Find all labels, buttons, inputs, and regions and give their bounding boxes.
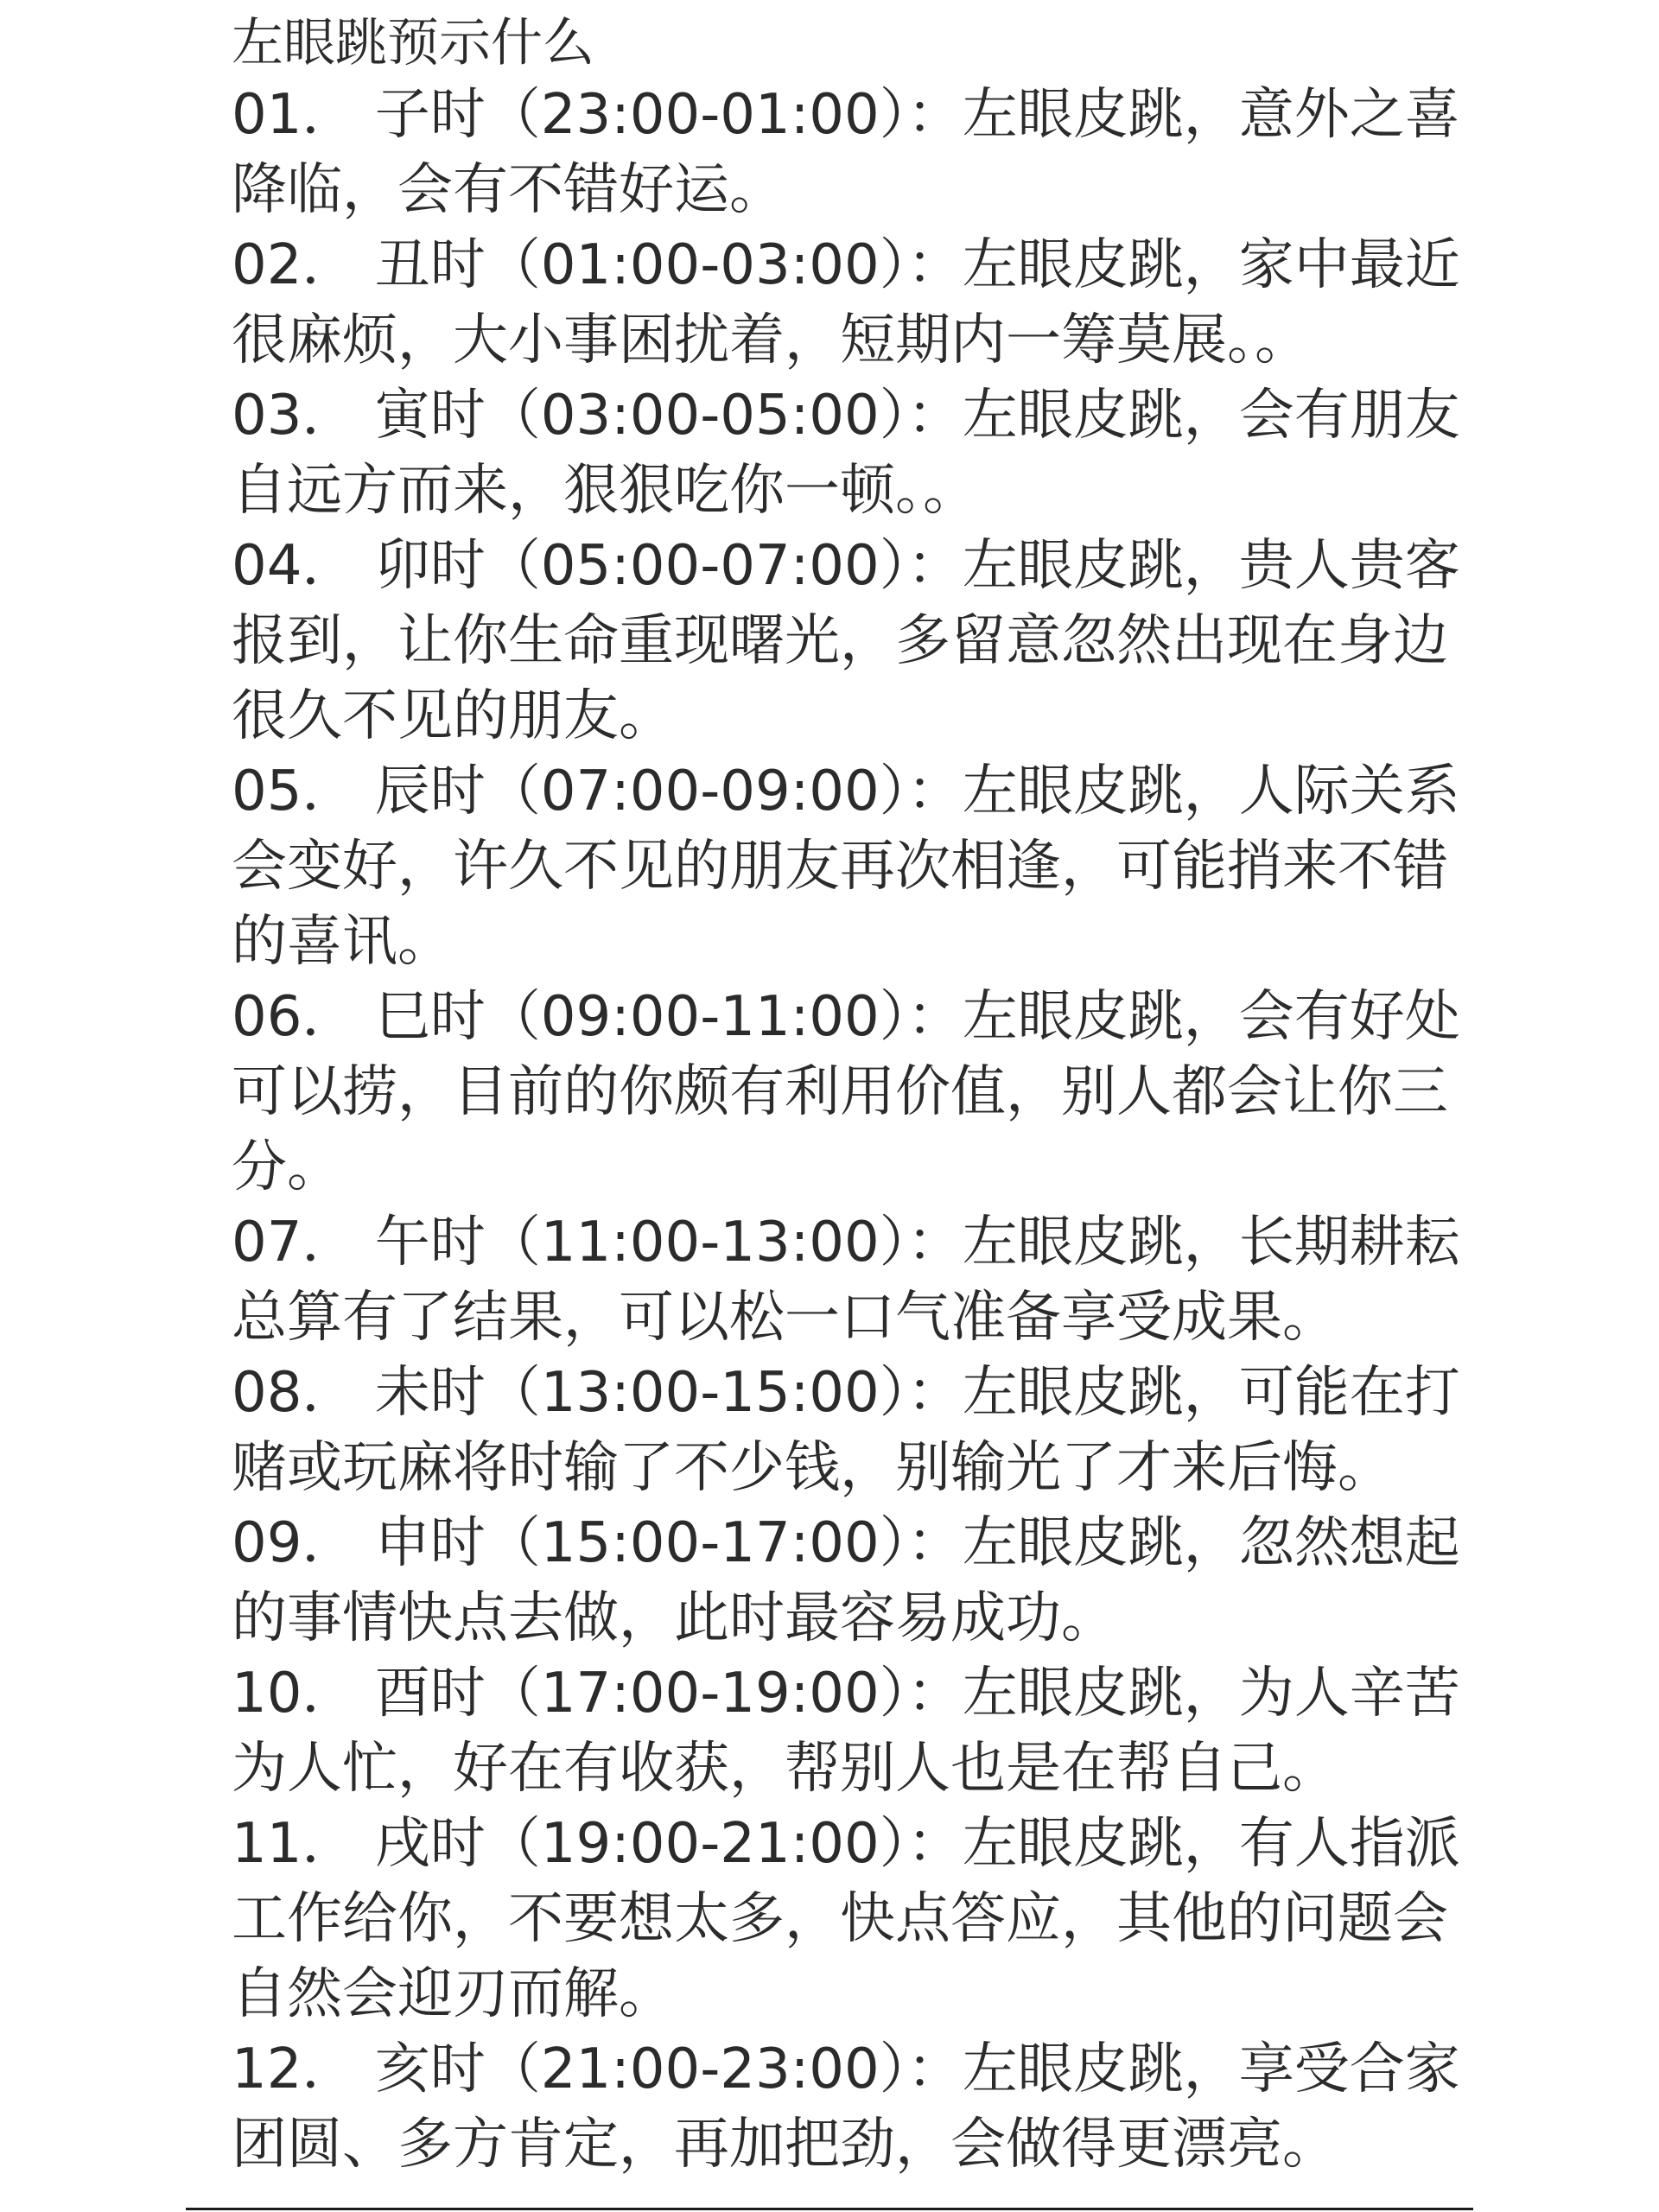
bottom-divider: [186, 2208, 1473, 2210]
entry-number: 07．: [232, 1211, 358, 1274]
entry-number: 02．: [232, 233, 358, 297]
entry-text: 戌时（19:00-21:00）：左眼皮跳，有人指派工作给你，不要想太多，快点答应，其他的问题会自然会迎刃而解。: [232, 1812, 1460, 2026]
entry-text: 卯时（05:00-07:00）：左眼皮跳，贵人贵客报到，让你生命重现曙光，多留意忽然出现在身边很久不见的朋友。: [232, 534, 1460, 748]
entry-text: 亥时（21:00-23:00）：左眼皮跳，享受合家团圆、多方肯定，再加把劲，会做得更漂亮。: [232, 2037, 1460, 2177]
list-item: [232, 2032, 1476, 2183]
list-item: [232, 1807, 1476, 2032]
entry-text: 未时（13:00-15:00）：左眼皮跳，可能在打赌或玩麻将时输了不少钱，别输光了才来后悔。: [232, 1361, 1460, 1500]
entry-number: 05．: [232, 760, 358, 823]
entry-number: 08．: [232, 1361, 358, 1425]
list-item: [232, 228, 1476, 378]
entry-number: 06．: [232, 985, 358, 1049]
list-item: [232, 1656, 1476, 1807]
list-item: [232, 78, 1476, 228]
entry-text: 辰时（07:00-09:00）：左眼皮跳，人际关系会变好，许久不见的朋友再次相逢，可能捎来不错的喜讯。: [232, 760, 1460, 974]
list-item: [232, 1356, 1476, 1506]
entry-text: 子时（23:00-01:00）：左眼皮跳，意外之喜降临，会有不错好运。: [232, 83, 1460, 222]
entry-text: 丑时（01:00-03:00）：左眼皮跳，家中最近很麻烦，大小事困扰着，短期内一筹莫展。。: [232, 233, 1460, 372]
list-item: [232, 1506, 1476, 1656]
list-item: [232, 1205, 1476, 1356]
list-item: [232, 754, 1476, 980]
entry-number: 10．: [232, 1662, 358, 1726]
entry-number: 03．: [232, 384, 358, 448]
entry-text: 申时（15:00-17:00）：左眼皮跳，忽然想起的事情快点去做，此时最容易成功。: [232, 1511, 1460, 1650]
entry-text: 酉时（17:00-19:00）：左眼皮跳，为人辛苦为人忙，好在有收获，帮别人也是在帮自己。: [232, 1662, 1460, 1801]
entry-number: 12．: [232, 2037, 358, 2101]
entry-list: [232, 78, 1476, 2183]
list-item: [232, 980, 1476, 1205]
entry-text: 午时（11:00-13:00）：左眼皮跳，长期耕耘总算有了结果，可以松一口气准备享受成果。: [232, 1211, 1460, 1350]
entry-number: 11．: [232, 1812, 358, 1876]
document-title: 左眼跳预示什么: [232, 13, 594, 73]
entry-text: 寅时（03:00-05:00）：左眼皮跳，会有朋友自远方而来，狠狠吃你一顿。。: [232, 384, 1460, 523]
list-item: [232, 529, 1476, 754]
entry-number: 09．: [232, 1511, 358, 1575]
list-item: [232, 378, 1476, 529]
entry-number: 04．: [232, 534, 358, 598]
entry-text: 巳时（09:00-11:00）：左眼皮跳，会有好处可以捞，目前的你颇有利用价值，别人都会让你三分。: [232, 985, 1460, 1199]
entry-number: 01．: [232, 83, 358, 147]
document: [232, 9, 1476, 2183]
